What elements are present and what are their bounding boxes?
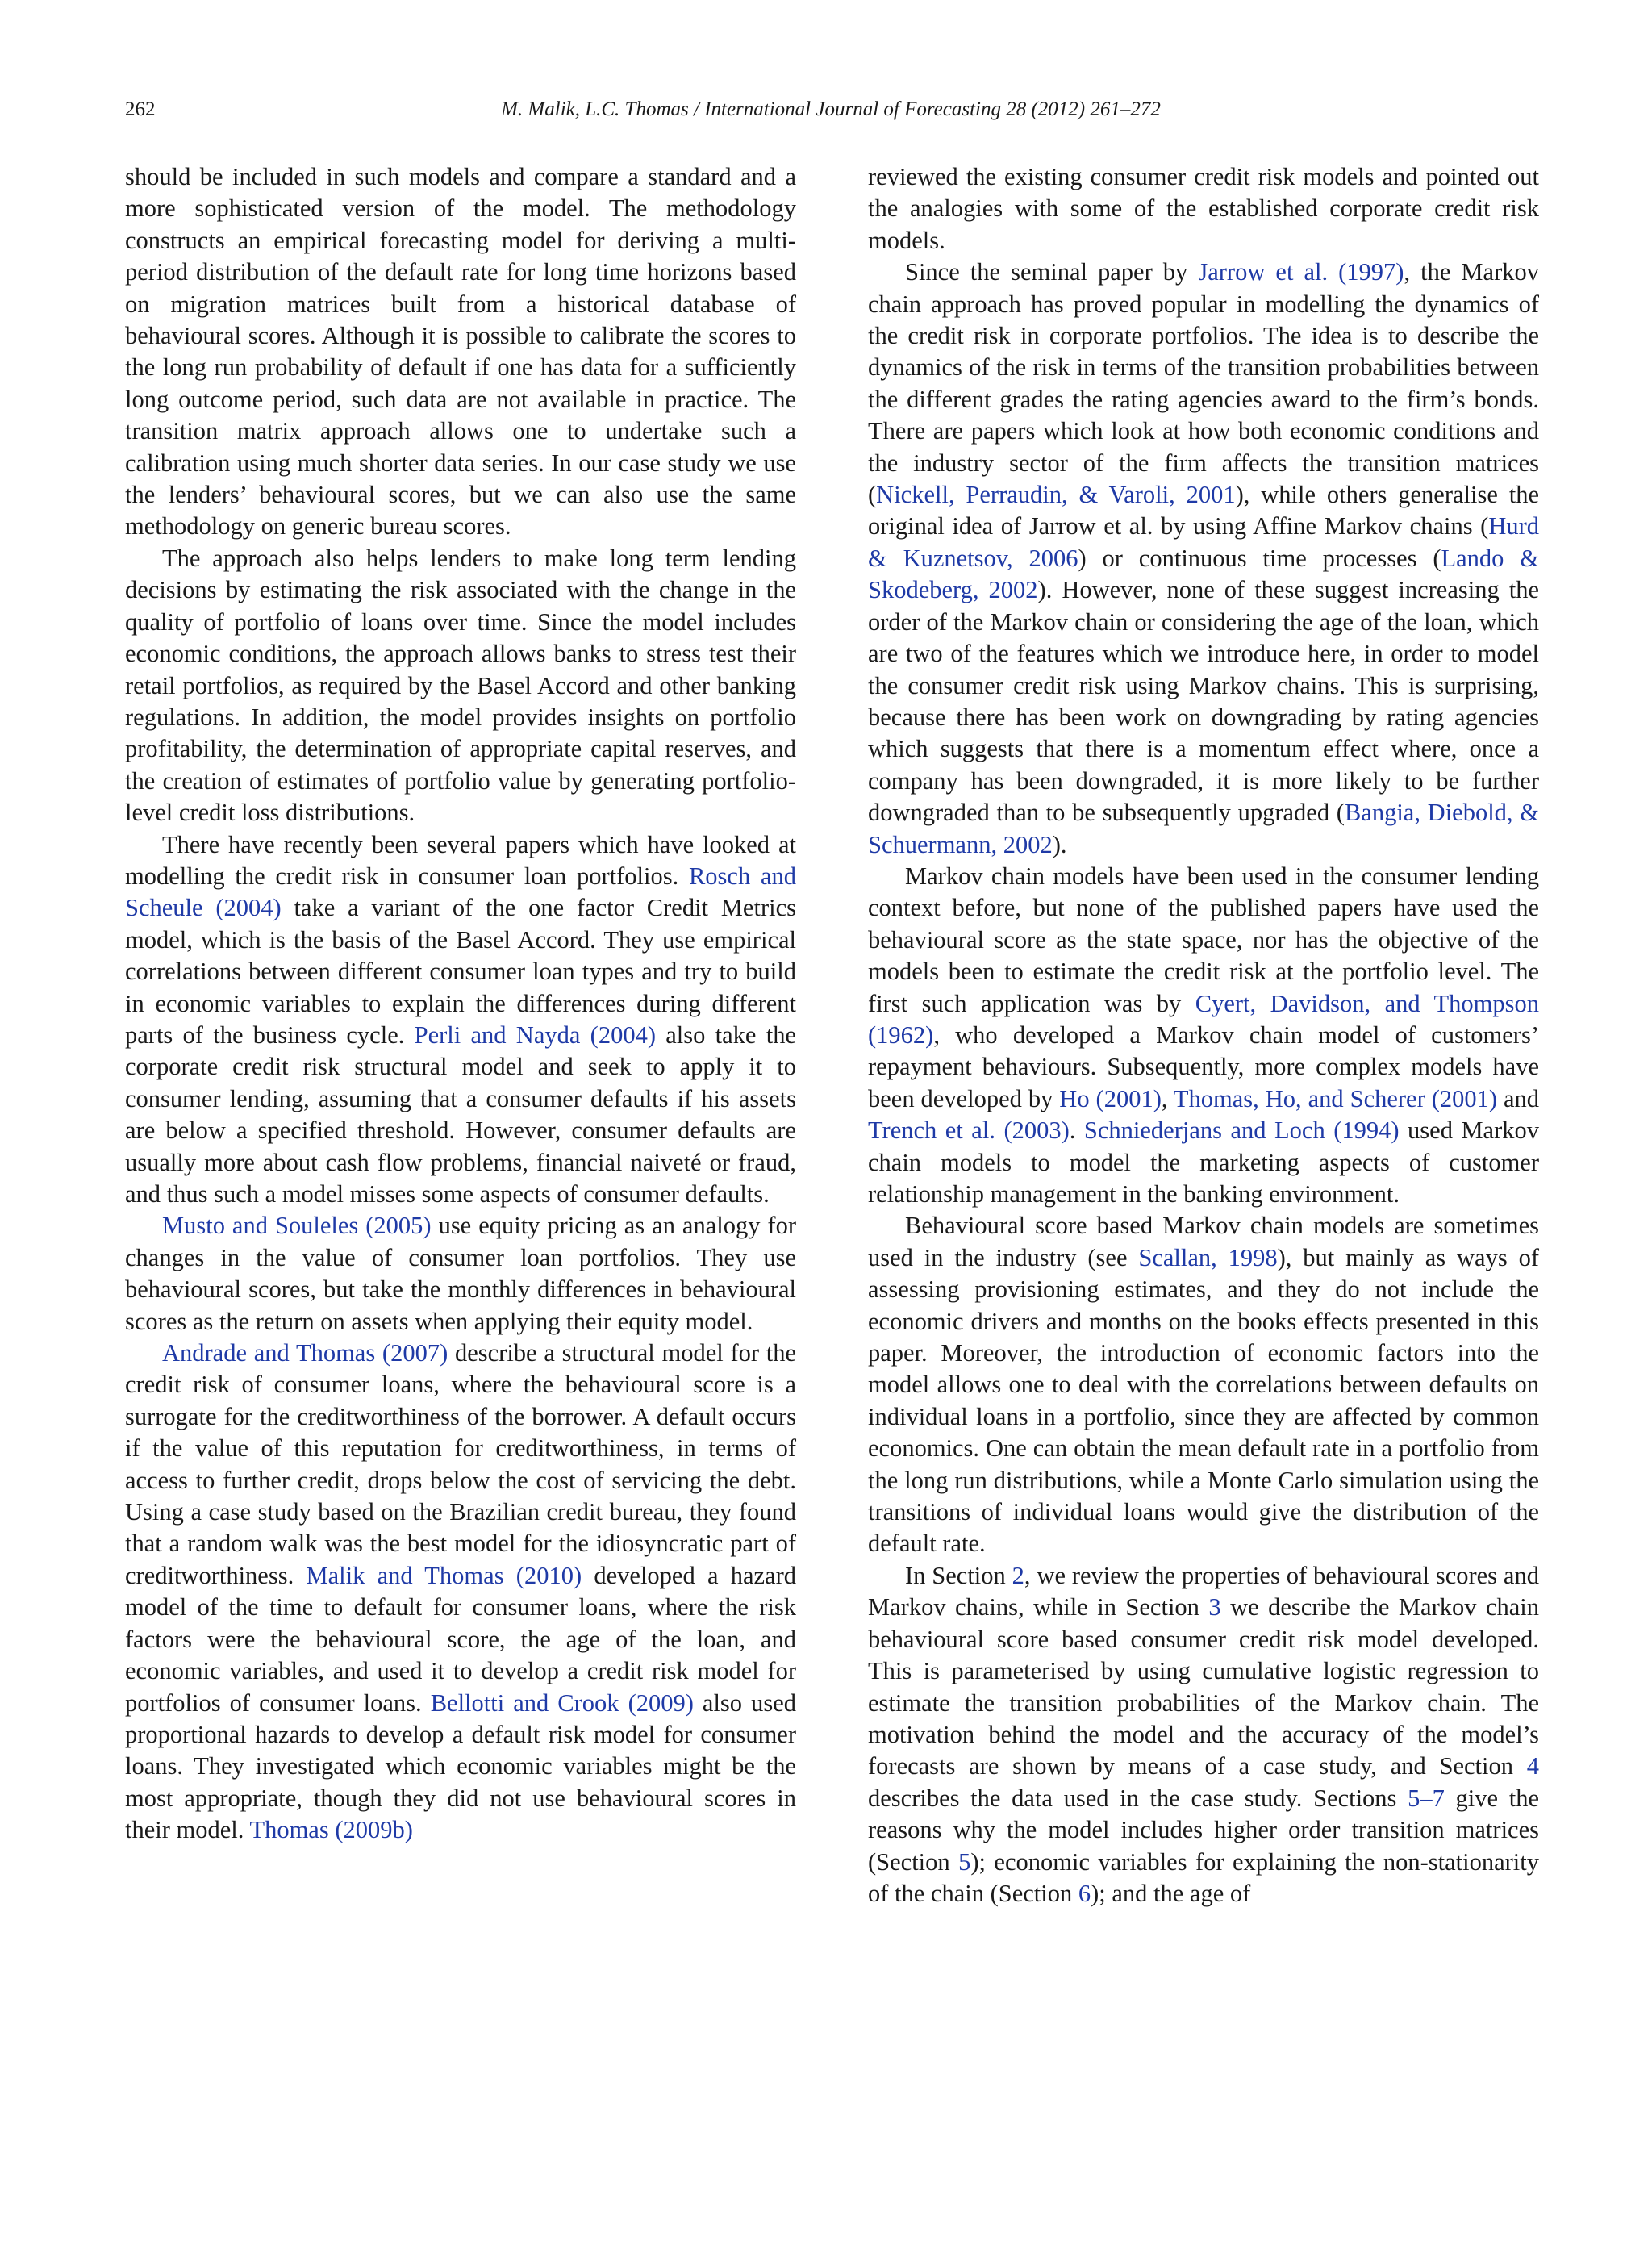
- paragraph: [868, 861, 1539, 1210]
- paragraph: [125, 829, 796, 1211]
- section-link[interactable]: 3: [1208, 1593, 1221, 1622]
- text-run: ). However, none of these suggest increasing the order of the Markov chain or considering the age of the loan, which are two of the features which we introduce here, in order to model the consumer credit risk using Markov chains. This is surprising, because there has been work on downgrading by rating agencies which suggests that there is a momentum effect where, once a company has been downgraded, it is more likely to be further downgraded than to be subsequently upgraded (: [868, 576, 1539, 827]
- text-run: There have recently been several papers which have looked at modelling the credit risk in consumer loan portfolios.: [125, 830, 796, 890]
- section-link[interactable]: 5–7: [1408, 1784, 1445, 1812]
- running-header: [125, 98, 1537, 131]
- text-run: also take the corporate credit risk structural model and seek to apply it to consumer lending, assuming that a consumer defaults if his assets are below a specified threshold. However, consumer defaults are usually more about cash flow problems, financial naiveté or fraud, and thus such a model misses some aspects of consumer defaults.: [125, 1021, 796, 1208]
- page-number: 262: [125, 98, 156, 120]
- running-title: M. Malik, L.C. Thomas / International Journal of Forecasting 28 (2012) 261–272: [501, 98, 1161, 120]
- citation-link[interactable]: Musto and Souleles (2005): [162, 1212, 432, 1240]
- text-run: used Markov chain models to model the marketing aspects of customer relationship management in the banking environment.: [868, 1117, 1540, 1208]
- citation-link[interactable]: Lando & Skodeberg, 2002: [868, 544, 1539, 604]
- text-run: .: [1069, 1117, 1084, 1145]
- text-run: ), while others generalise the original idea of Jarrow et al. by using Affine Markov chains (: [868, 481, 1540, 541]
- text-run: and: [1497, 1084, 1540, 1112]
- text-run: give the reasons why the model includes higher order transition matrices (Section: [868, 1784, 1539, 1876]
- citation-link[interactable]: Thomas (2009b): [249, 1816, 413, 1844]
- text-run: ).: [1052, 830, 1067, 858]
- text-run: The approach also helps lenders to make long term lending decisions by estimating the risk associated with the change in the quality of portfolio of loans over time. Since the model includes economic conditions, the approach allows banks to stress test their retail portfolios, as required by the Basel Accord and other banking regulations. In addition, the model provides insights on portfolio profitability, the determination of appropriate capital reserves, and the creation of estimates of portfolio value by generating portfolio-level credit loss distributions.: [125, 544, 796, 827]
- text-run: take a variant of the one factor Credit Metrics model, which is the basis of the Basel Accord. They use empirical correlations between different consumer loan types and try to build in economic variables to explain the differences during different parts of the business cycle.: [125, 894, 796, 1049]
- section-link[interactable]: 2: [1012, 1561, 1024, 1589]
- text-run: describes the data used in the case study. Sections: [868, 1784, 1408, 1812]
- section-link[interactable]: 4: [1526, 1752, 1539, 1780]
- citation-link[interactable]: Thomas, Ho, and Scherer (2001): [1173, 1084, 1498, 1112]
- citation-link[interactable]: Cyert, Davidson, and Thompson (1962): [868, 989, 1539, 1049]
- text-run: use equity pricing as an analogy for changes in the value of consumer loan portfolios. They use behavioural scores, but take the monthly differences in behavioural scores as the return on assets when applying their equity model.: [125, 1212, 796, 1335]
- citation-link[interactable]: Trench et al. (2003): [868, 1117, 1070, 1145]
- text-run: Markov chain models have been used in the consumer lending context before, but none of the published papers have used the behavioural score as the state space, nor has the objective of the models been to estimate the credit risk at the portfolio level. The first such application was by: [868, 862, 1539, 1017]
- section-link[interactable]: 5: [958, 1847, 971, 1876]
- text-run: , we review the properties of behavioural scores and Markov chains, while in Section: [868, 1561, 1539, 1622]
- citation-link[interactable]: Bangia, Diebold, & Schuermann, 2002: [868, 799, 1539, 858]
- citation-link[interactable]: Perli and Nayda (2004): [414, 1021, 656, 1049]
- text-run: ) or continuous time processes (: [1078, 544, 1441, 572]
- paragraph: [125, 1210, 796, 1338]
- text-run: , who developed a Markov chain model of customers’ repayment behaviours. Subsequently, more complex models have been developed by: [868, 1021, 1539, 1112]
- text-run: developed a hazard model of the time to default for consumer loans, where the risk factors were the behavioural score, the age of the loan, and economic variables, and used it to develop a credit risk model for portfolios of consumer loans.: [125, 1561, 796, 1717]
- section-link[interactable]: 6: [1078, 1879, 1091, 1907]
- citation-link[interactable]: Nickell, Perraudin, & Varoli, 2001: [876, 481, 1236, 509]
- citation-link[interactable]: Scallan, 1998: [1138, 1243, 1278, 1271]
- citation-link[interactable]: Ho (2001): [1059, 1084, 1162, 1112]
- paragraph: [125, 543, 796, 829]
- paragraph: [868, 1560, 1539, 1910]
- text-run: ); and the age of: [1091, 1879, 1251, 1907]
- text-run: In Section: [905, 1561, 1012, 1589]
- text-run: we describe the Markov chain behavioural score based consumer credit risk model developed. This is parameterised by using cumulative logistic regression to estimate the transition probabilities of the Markov chain. The motivation behind the model and the accuracy of the model’s forecasts are shown by means of a case study, and Section: [868, 1593, 1539, 1780]
- text-run: Behavioural score based Markov chain models are sometimes used in the industry (see: [868, 1212, 1539, 1271]
- paragraph: [868, 257, 1539, 861]
- text-run: ); economic variables for explaining the non-stationarity of the chain (Section: [868, 1847, 1539, 1907]
- text-run: also used proportional hazards to develop a default risk model for consumer loans. They investigated which economic variables might be the most appropriate, though they did not use behavioural scores in their model.: [125, 1688, 796, 1844]
- citation-link[interactable]: Bellotti and Crook (2009): [430, 1688, 694, 1717]
- paragraph: [868, 1210, 1539, 1559]
- text-run: Since the seminal paper by: [905, 258, 1199, 286]
- left-column: [125, 161, 796, 1847]
- text-run: ), but mainly as ways of assessing provisioning estimates, and they do not include the economic drivers and months on the books effects presented in this paper. Moreover, the introduction of economic factors into the model allows one to deal with the correlations between defaults on individual loans in a portfolio, since they are affected by common economics. One can obtain the mean default rate in a portfolio from the long run distributions, while a Monte Carlo simulation using the transitions of individual loans would give the distribution of the default rate.: [868, 1243, 1539, 1558]
- text-run: reviewed the existing consumer credit risk models and pointed out the analogies with some of the established corporate credit risk models.: [868, 163, 1539, 254]
- citation-link[interactable]: Rosch and Scheule (2004): [125, 862, 796, 922]
- citation-link[interactable]: Andrade and Thomas (2007): [162, 1339, 448, 1367]
- paragraph: [125, 1338, 796, 1847]
- paragraph: [125, 161, 796, 543]
- citation-link[interactable]: Schniederjans and Loch (1994): [1083, 1117, 1400, 1145]
- right-column: [868, 161, 1539, 1910]
- text-run: ,: [1161, 1084, 1174, 1112]
- text-run: describe a structural model for the credit risk of consumer loans, where the behavioural score is a surrogate for the creditworthiness of the borrower. A default occurs if the value of this reputation for creditworthiness, in terms of access to further credit, drops below the cost of servicing the debt. Using a case study based on the Brazilian credit bureau, they found that a random walk was the best model for the idiosyncratic part of creditworthiness.: [125, 1339, 796, 1589]
- paragraph: [868, 161, 1539, 257]
- citation-link[interactable]: Malik and Thomas (2010): [306, 1561, 582, 1589]
- text-run: , the Markov chain approach has proved popular in modelling the dynamics of the credit risk in corporate portfolios. The idea is to describe the dynamics of the risk in terms of the transition probabilities between the different grades the rating agencies award to the firm’s bonds. There are papers which look at how both economic conditions and the industry sector of the firm affects the transition matrices (: [868, 258, 1539, 509]
- citation-link[interactable]: Hurd & Kuznetsov, 2006: [868, 512, 1539, 572]
- text-run: should be included in such models and compare a standard and a more sophisticated version of the model. The methodology constructs an empirical forecasting model for deriving a multi-period distribution of the default rate for long time horizons based on migration matrices built from a historical database of behavioural scores. Although it is possible to calibrate the scores to the long run probability of default if one has data for a sufficiently long outcome period, such data are not available in practice. The transition matrix approach allows one to undertake such a calibration using much shorter data series. In our case study we use the lenders’ behavioural scores, but we can also use the same methodology on generic bureau scores.: [125, 163, 796, 541]
- citation-link[interactable]: Jarrow et al. (1997): [1198, 258, 1404, 286]
